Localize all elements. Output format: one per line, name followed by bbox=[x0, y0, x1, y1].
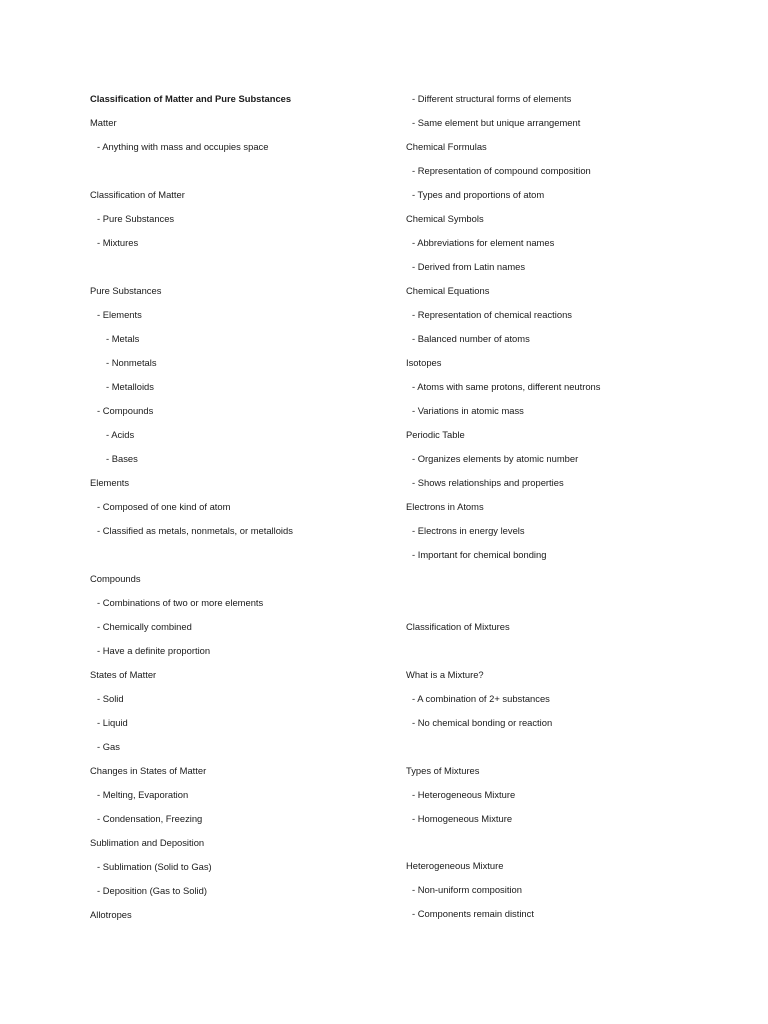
bullet-components-distinct: - Components remain distinct bbox=[412, 908, 534, 920]
heading-electrons-in-atoms: Electrons in Atoms bbox=[406, 501, 484, 512]
bullet-definite-proportion: - Have a definite proportion bbox=[97, 644, 211, 656]
heading-chemical-equations: Chemical Equations bbox=[406, 285, 490, 296]
bullet-abbreviations: - Abbreviations for element names bbox=[412, 237, 555, 248]
bullet-chemical-reactions: - Representation of chemical reactions bbox=[412, 309, 572, 320]
spacer bbox=[406, 834, 726, 858]
spacer bbox=[90, 162, 390, 186]
spacer bbox=[406, 570, 726, 594]
bullet-compound-composition: - Representation of compound composition bbox=[412, 165, 591, 176]
spacer bbox=[406, 594, 726, 618]
heading-elements: Elements bbox=[90, 476, 130, 488]
sub-bullet-nonmetals: - Nonmetals bbox=[106, 356, 157, 368]
bullet-pure-substances: - Pure Substances bbox=[97, 212, 175, 224]
bullet-balanced-atoms: - Balanced number of atoms bbox=[412, 333, 530, 344]
heading-heterogeneous-mixture: Heterogeneous Mixture bbox=[406, 860, 504, 872]
heading-matter: Matter bbox=[90, 117, 117, 128]
bullet-types-proportions: - Types and proportions of atom bbox=[412, 189, 545, 200]
heading-periodic-table: Periodic Table bbox=[406, 429, 465, 440]
heading-allotropes: Allotropes bbox=[90, 908, 132, 920]
bullet-homogeneous: - Homogeneous Mixture bbox=[412, 812, 513, 824]
heading-changes-in-states: Changes in States of Matter bbox=[90, 764, 207, 776]
heading-sublimation-deposition: Sublimation and Deposition bbox=[90, 836, 205, 848]
heading-states-of-matter: States of Matter bbox=[90, 668, 157, 680]
bullet-mixtures: - Mixtures bbox=[97, 236, 139, 248]
bullet-relationships: - Shows relationships and properties bbox=[412, 477, 564, 488]
heading-isotopes: Isotopes bbox=[406, 357, 442, 368]
bullet-chemical-bonding: - Important for chemical bonding bbox=[412, 549, 547, 560]
heading-chemical-symbols: Chemical Symbols bbox=[406, 213, 484, 224]
spacer bbox=[90, 546, 390, 570]
bullet-unique-arrangement: - Same element but unique arrangement bbox=[412, 117, 581, 128]
bullet-latin-names: - Derived from Latin names bbox=[412, 261, 526, 272]
bullet-gas: - Gas bbox=[97, 740, 120, 752]
spacer bbox=[90, 258, 390, 282]
right-column bbox=[406, 90, 726, 929]
document-title: Classification of Matter and Pure Substances bbox=[90, 93, 292, 104]
bullet-liquid: - Liquid bbox=[97, 716, 128, 728]
spacer bbox=[406, 738, 726, 762]
heading-types-of-mixtures: Types of Mixtures bbox=[406, 764, 480, 776]
bullet-same-protons: - Atoms with same protons, different neutrons bbox=[412, 381, 601, 392]
bullet-melting-evaporation: - Melting, Evaporation bbox=[97, 788, 189, 800]
bullet-sublimation: - Sublimation (Solid to Gas) bbox=[97, 860, 212, 872]
bullet-no-bonding: - No chemical bonding or reaction bbox=[412, 716, 553, 728]
bullet-atomic-number: - Organizes elements by atomic number bbox=[412, 453, 579, 464]
bullet-compounds: - Compounds bbox=[97, 404, 154, 416]
sub-bullet-acids: - Acids bbox=[106, 428, 135, 440]
bullet-energy-levels: - Electrons in energy levels bbox=[412, 525, 525, 536]
heading-pure-substances: Pure Substances bbox=[90, 284, 162, 296]
bullet-atomic-mass: - Variations in atomic mass bbox=[412, 405, 524, 416]
heading-what-is-a-mixture: What is a Mixture? bbox=[406, 668, 484, 680]
bullet-structural-forms: - Different structural forms of elements bbox=[412, 93, 572, 104]
heading-classification-of-mixtures: Classification of Mixtures bbox=[406, 620, 510, 632]
bullet-solid: - Solid bbox=[97, 692, 124, 704]
bullet-non-uniform: - Non-uniform composition bbox=[412, 884, 522, 896]
bullet-one-kind-of-atom: - Composed of one kind of atom bbox=[97, 500, 231, 512]
sub-bullet-metalloids: - Metalloids bbox=[106, 380, 154, 392]
heading-compounds: Compounds bbox=[90, 572, 141, 584]
bullet-classified-as: - Classified as metals, nonmetals, or metalloids bbox=[97, 524, 293, 536]
bullet-matter-definition: - Anything with mass and occupies space bbox=[97, 141, 269, 152]
sub-bullet-metals: - Metals bbox=[106, 332, 140, 344]
spacer bbox=[406, 642, 726, 666]
left-column bbox=[90, 90, 390, 930]
bullet-elements: - Elements bbox=[97, 308, 142, 320]
heading-classification-of-matter: Classification of Matter bbox=[90, 188, 185, 200]
bullet-combinations: - Combinations of two or more elements bbox=[97, 596, 264, 608]
bullet-combination-substances: - A combination of 2+ substances bbox=[412, 692, 550, 704]
bullet-condensation-freezing: - Condensation, Freezing bbox=[97, 812, 203, 824]
bullet-heterogeneous: - Heterogeneous Mixture bbox=[412, 788, 516, 800]
bullet-chemically-combined: - Chemically combined bbox=[97, 620, 192, 632]
bullet-deposition: - Deposition (Gas to Solid) bbox=[97, 884, 207, 896]
heading-chemical-formulas: Chemical Formulas bbox=[406, 141, 487, 152]
sub-bullet-bases: - Bases bbox=[106, 452, 138, 464]
